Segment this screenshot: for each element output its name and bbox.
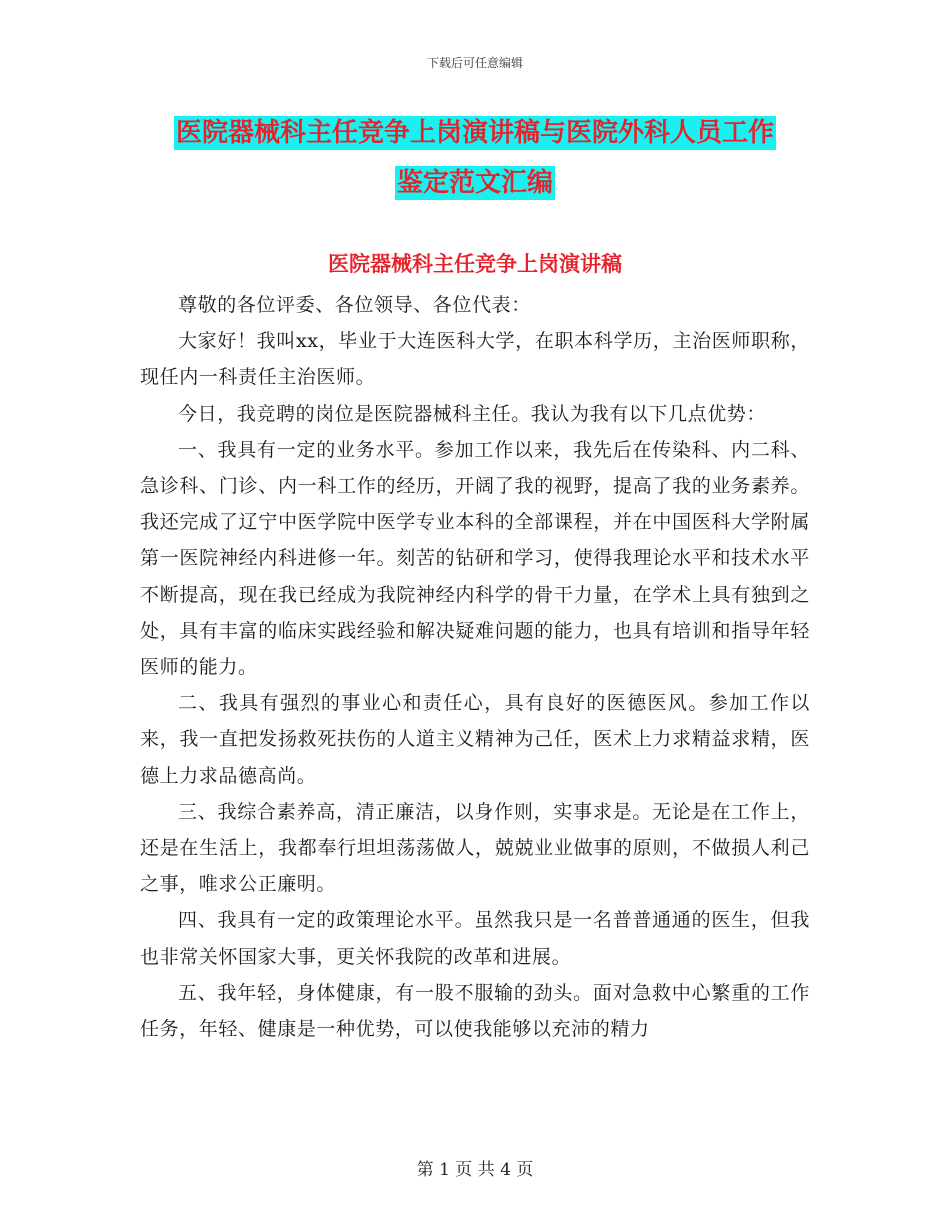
document-body [140, 287, 810, 1047]
paragraph-salutation: 尊敬的各位评委、各位领导、各位代表： [178, 294, 531, 316]
document-title-line-2: 鉴定范文汇编 [396, 168, 553, 198]
paragraph-advantage-4: 四、我具有一定的政策理论水平。虽然我只是一名普普通通的医生，但我也非常关怀国家大事，更关怀我院的改革和进展。 [140, 909, 810, 968]
paragraph-introduction: 大家好！我叫xx，毕业于大连医科大学，在职本科学历，主治医师职称，现任内一科责任主治医师。 [140, 330, 810, 389]
paragraph-advantage-5: 五、我年轻，身体健康，有一股不服输的劲头。面对急救中心繁重的工作任务，年轻、健康是一种优势，可以使我能够以充沛的精力 [140, 981, 810, 1041]
page-footer: 第 1 页 共 4 页 [416, 1160, 534, 1180]
paragraph-advantage-2: 二、我具有强烈的事业心和责任心，具有良好的医德医风。参加工作以来，我一直把发扬救死扶伤的人道主义精神为己任，医术上力求精益求精，医德上力求品德高尚。 [140, 692, 810, 787]
document-title-line-1: 医院器械科主任竞争上岗演讲稿与医院外科人员工作 [175, 118, 774, 148]
paragraph-advantage-3: 三、我综合素养高，清正廉洁，以身作则，实事求是。无论是在工作上，还是在生活上，我都奉行坦坦荡荡做人，兢兢业业做事的原则，不做损人利己之事，唯求公正廉明。 [140, 800, 810, 896]
document-title [140, 108, 810, 208]
paragraph-advantage-1: 一、我具有一定的业务水平。参加工作以来，我先后在传染科、内二科、急诊科、门诊、内一科工作的经历，开阔了我的视野，提高了我的业务素养。我还完成了辽宁中医学院中医学专业本科的全部课程，并在中国医科大学附属第一医院神经内科进修一年。刻苦的钻研和学习，使得我理论水平和技术水平不断提高，现在我已经成为我院神经内科学的骨干力量，在学术上具有独到之处，具有丰富的临床实践经验和解决疑难问题的能力，也具有培训和指导年轻医师的能力。 [140, 438, 810, 679]
section-title: 医院器械科主任竞争上岗演讲稿 [328, 252, 622, 276]
paragraph-position: 今日，我竞聘的岗位是医院器械科主任。我认为我有以下几点优势： [178, 402, 767, 425]
header-note: 下载后可任意编辑 [426, 56, 523, 70]
